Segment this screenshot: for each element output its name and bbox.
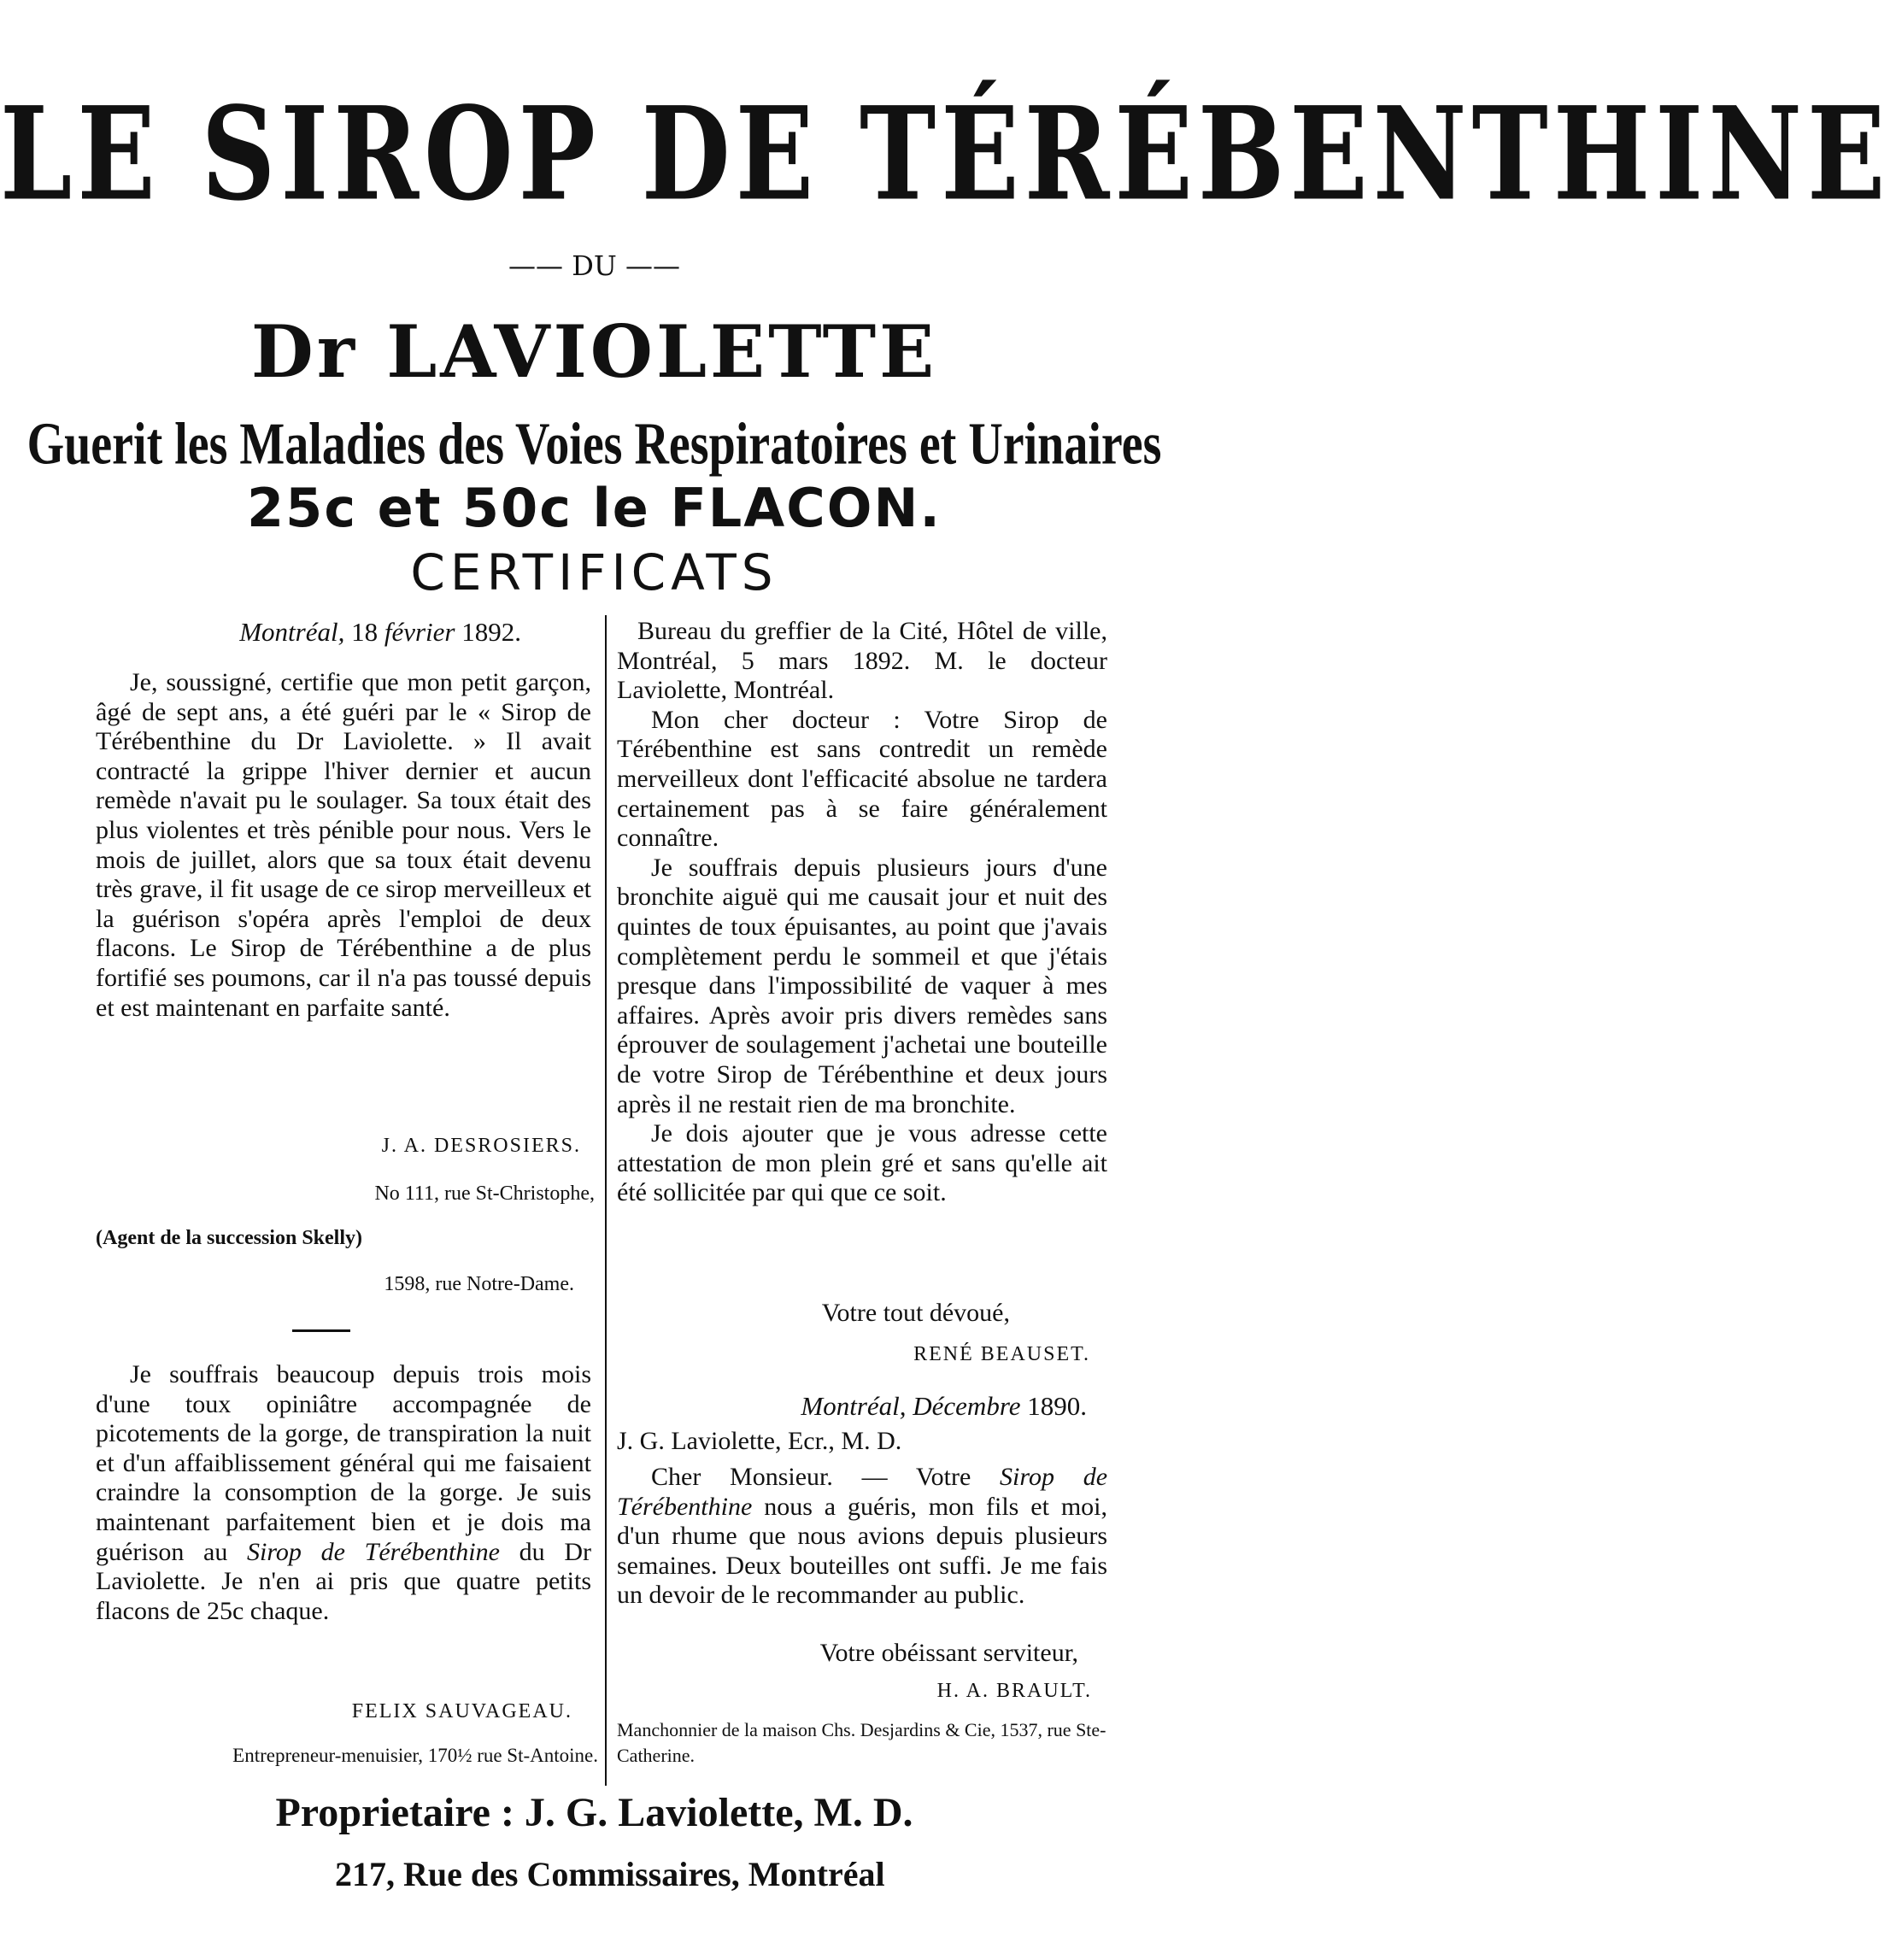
- cert1-date-place: Montréal,: [239, 617, 345, 647]
- cert3-body: [617, 617, 1107, 1208]
- cert3-paragraph2: Je souffrais depuis plusieurs jours d'une bronchite aiguë qui me causait jour et nuit des quintes de toux épuisantes, au point que j'avais complètement perdu le sommeil et que j'étais presque dans l'impossibilité de vaquer à mes affaires. Après avoir pris divers remèdes sans éprouver de soulagement j'achetai une bouteille de votre Sirop de Térébenthine et deux jours après il ne restait rien de ma bronchite.: [617, 853, 1107, 1118]
- cert1-body: [96, 668, 591, 1023]
- cert1-date: [179, 617, 521, 648]
- cert2-occupation: Entrepreneur-menuisier, 170½ rue St-Antoine.: [232, 1745, 598, 1766]
- cert3-signature: RENÉ BEAUSET.: [913, 1343, 1090, 1365]
- cert4-body: [617, 1463, 1107, 1611]
- cert2-signature: FELIX SAUVAGEAU.: [351, 1700, 572, 1722]
- cert3-paragraph1: Mon cher docteur : Votre Sirop de Térébenthine est sans contredit un remède merveilleux dont l'efficacité absolue ne tardera certainement pas à se faire généralement connaître.: [617, 705, 1107, 853]
- cert3-closing: Votre tout dévoué,: [821, 1299, 1010, 1327]
- cert4-text-start: Cher Monsieur. — Votre: [651, 1463, 1001, 1491]
- cert1-date-month: février: [384, 617, 455, 647]
- cert1-signature: J. A. DESROSIERS.: [381, 1135, 581, 1157]
- cert4-date-place: Montréal,: [801, 1391, 907, 1421]
- cert4-date-year: 1890.: [1027, 1391, 1087, 1421]
- doctor-name: Dr LAVIOLETTE: [250, 309, 938, 394]
- column-divider: [605, 615, 607, 1786]
- cert4-text-end: nous a guéris, mon fils et moi, d'un rhume que nous avions depuis plusieurs semaines. Deux bouteilles ont suffi. Je me fais un devoir de le recommander au public.: [617, 1492, 1107, 1610]
- cert4-date-month: Décembre: [913, 1391, 1021, 1421]
- cert2-text-end: du Dr Laviolette. Je n'en ai pris que quatre petits flacons de 25c chaque.: [96, 1537, 591, 1625]
- cert4-product-name: Sirop de Térébenthine: [617, 1463, 1108, 1521]
- cert1-address1: No 111, rue St-Christophe,: [374, 1182, 595, 1205]
- proprietor-address: 217, Rue des Commissaires, Montréal: [335, 1855, 885, 1893]
- section-heading: CERTIFICATS: [410, 543, 778, 601]
- cert2-body: [96, 1360, 591, 1626]
- cert4-occupation: Manchonnier de la maison Chs. Desjardins & Cie, 1537, rue Ste-Catherine.: [617, 1719, 1106, 1766]
- cert1-address3: 1598, rue Notre-Dame.: [384, 1273, 574, 1295]
- cert1-date-year: 1892.: [461, 617, 521, 647]
- cert1-address2: (Agent de la succession Skelly): [96, 1227, 362, 1249]
- proprietor-line: Proprietaire : J. G. Laviolette, M. D.: [275, 1790, 913, 1835]
- cert4-signature: H. A. BRAULT.: [936, 1680, 1092, 1702]
- cert1-text: Je, soussigné, certifie que mon petit garçon, âgé de sept ans, a été guéri par le « Sirop de Térébenthine du Dr Laviolette. » Il avait contracté la grippe l'hiver dernier et aucun remède n'avait pu le soulager. Sa toux était des plus violentes et très pénible pour nous. Vers le mois de juillet, alors que sa toux était devenu très grave, il fit usage de ce sirop merveilleux et la guérison s'opéra après l'emploi de deux flacons. Le Sirop de Térébenthine a de plus fortifié ses poumons, car il n'a pas toussé depuis et est maintenant en parfaite santé.: [96, 668, 591, 1022]
- cert2-product-name: Sirop de Térébenthine: [247, 1537, 500, 1566]
- cert3-intro: Bureau du greffier de la Cité, Hôtel de ville, Montréal, 5 mars 1892. M. le docteur Laviolette, Montréal.: [617, 617, 1107, 705]
- cert3-paragraph3: Je dois ajouter que je vous adresse cette attestation de mon plein gré et sans qu'elle ait été sollicitée par qui que ce soit.: [617, 1119, 1107, 1207]
- tagline: Guerit les Maladies des Voies Respiratoires et Urinaires: [26, 411, 1162, 478]
- cert4-addressee: J. G. Laviolette, Ecr., M. D.: [617, 1427, 902, 1455]
- separator-rule: [292, 1329, 350, 1332]
- price-line: 25c et 50c le FLACON.: [247, 477, 942, 539]
- advertisement-title: LE SIROP DE TÉRÉBENTHINE: [0, 79, 1890, 230]
- cert2-text-start: Je souffrais beaucoup depuis trois mois d'une toux opiniâtre accompagnée de picotements de la gorge, de transpiration la nuit et d'un affaiblissement général qui me faisaient craindre la consomption de la gorge. Je suis maintenant parfaitement bien et je dois ma guérison au: [96, 1360, 591, 1566]
- cert1-date-day: 18: [351, 617, 379, 647]
- title-connector: —— DU ——: [508, 249, 680, 282]
- cert4-closing: Votre obéissant serviteur,: [819, 1639, 1078, 1667]
- cert4-date: [617, 1391, 1087, 1422]
